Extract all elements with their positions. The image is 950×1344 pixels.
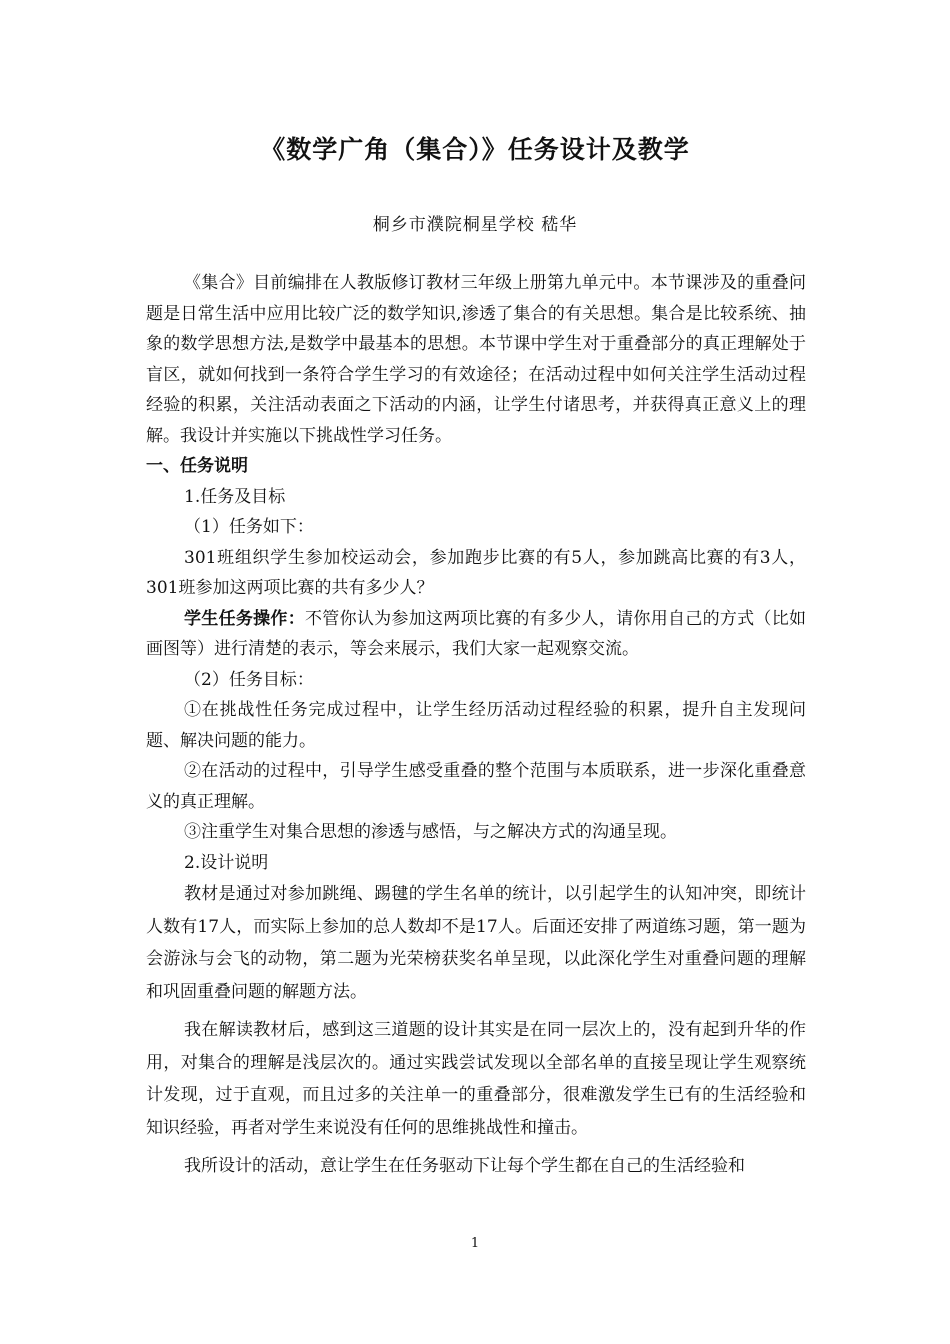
design-paragraph: 我所设计的活动，意让学生在任务驱动下让每个学生都在自己的生活经验和	[184, 1156, 745, 1176]
subsection-item: （1）任务如下：	[184, 517, 314, 537]
design-section	[146, 878, 806, 1183]
subsection-item: （2）任务目标：	[184, 669, 314, 690]
intro-paragraph: 《集合》目前编排在人教版修订教材三年级上册第九单元中。本节课涉及的重叠问题是日常生活中应用比较广泛的数学知识,渗透了集合的有关思想。集合是比较系统、抽象的数学思想方法,是数学中最基本的思想。本节课中学生对于重叠部分的真正理解处于盲区，就如何找到一条符合学生学习的有效途径；在活动过程中如何关注学生活动过程经验的积累，关注活动表面之下活动的内涵，让学生付诸思考，并获得真正意义上的理解。我设计并实施以下挑战性学习任务。	[146, 273, 806, 446]
author-line: 桐乡市濮院桐星学校 嵇华	[372, 215, 578, 235]
operation-text: 不管你认为参加这两项比赛的有多少人，请你用自己的方式（比如画图等）进行清楚的表示，等会来展示，我们大家一起观察交流。	[146, 608, 806, 659]
task-paragraph: 301班组织学生参加校运动会，参加跑步比赛的有5人，参加跳高比赛的有3人，301班参加这两项比赛的共有多少人？	[146, 547, 806, 598]
goal-item: ①在挑战性任务完成过程中，让学生经历活动过程经验的积累，提升自主发现问题、解决问题的能力。	[146, 700, 806, 751]
subsection-heading: 2.设计说明	[184, 852, 269, 873]
design-paragraph: 教材是通过对参加跳绳、踢毽的学生名单的统计，以引起学生的认知冲突，即统计人数有17人，而实际上参加的总人数却不是17人。后面还安排了两道练习题，第一题为会游泳与会飞的动物，第二题为光荣榜获奖名单呈现，以此深化学生对重叠问题的理解和巩固重叠问题的解题方法。	[146, 884, 806, 1002]
page-number: 1	[470, 1236, 480, 1251]
section-heading: 一、任务说明	[146, 456, 248, 476]
operation-label: 学生任务操作：	[184, 608, 305, 629]
operation-paragraph	[146, 604, 806, 665]
document-title: 《数学广角（集合）》任务设计及教学	[260, 135, 690, 164]
design-paragraph: 我在解读教材后，感到这三道题的设计其实是在同一层次上的，没有起到升华的作用，对集合的理解是浅层次的。通过实践尝试发现以全部名单的直接呈现让学生观察统计发现，过于直观，而且过多的关注单一的重叠部分，很难激发学生已有的生活经验和知识经验，再者对学生来说没有任何的思维挑战性和撞击。	[146, 1020, 806, 1138]
goal-item: ③注重学生对集合思想的渗透与感悟，与之解决方式的沟通呈现。	[184, 822, 677, 842]
document-body	[146, 268, 806, 1183]
goal-item: ②在活动的过程中，引导学生感受重叠的整个范围与本质联系，进一步深化重叠意义的真正理解。	[146, 761, 806, 812]
subsection-heading: 1.任务及目标	[184, 486, 286, 507]
